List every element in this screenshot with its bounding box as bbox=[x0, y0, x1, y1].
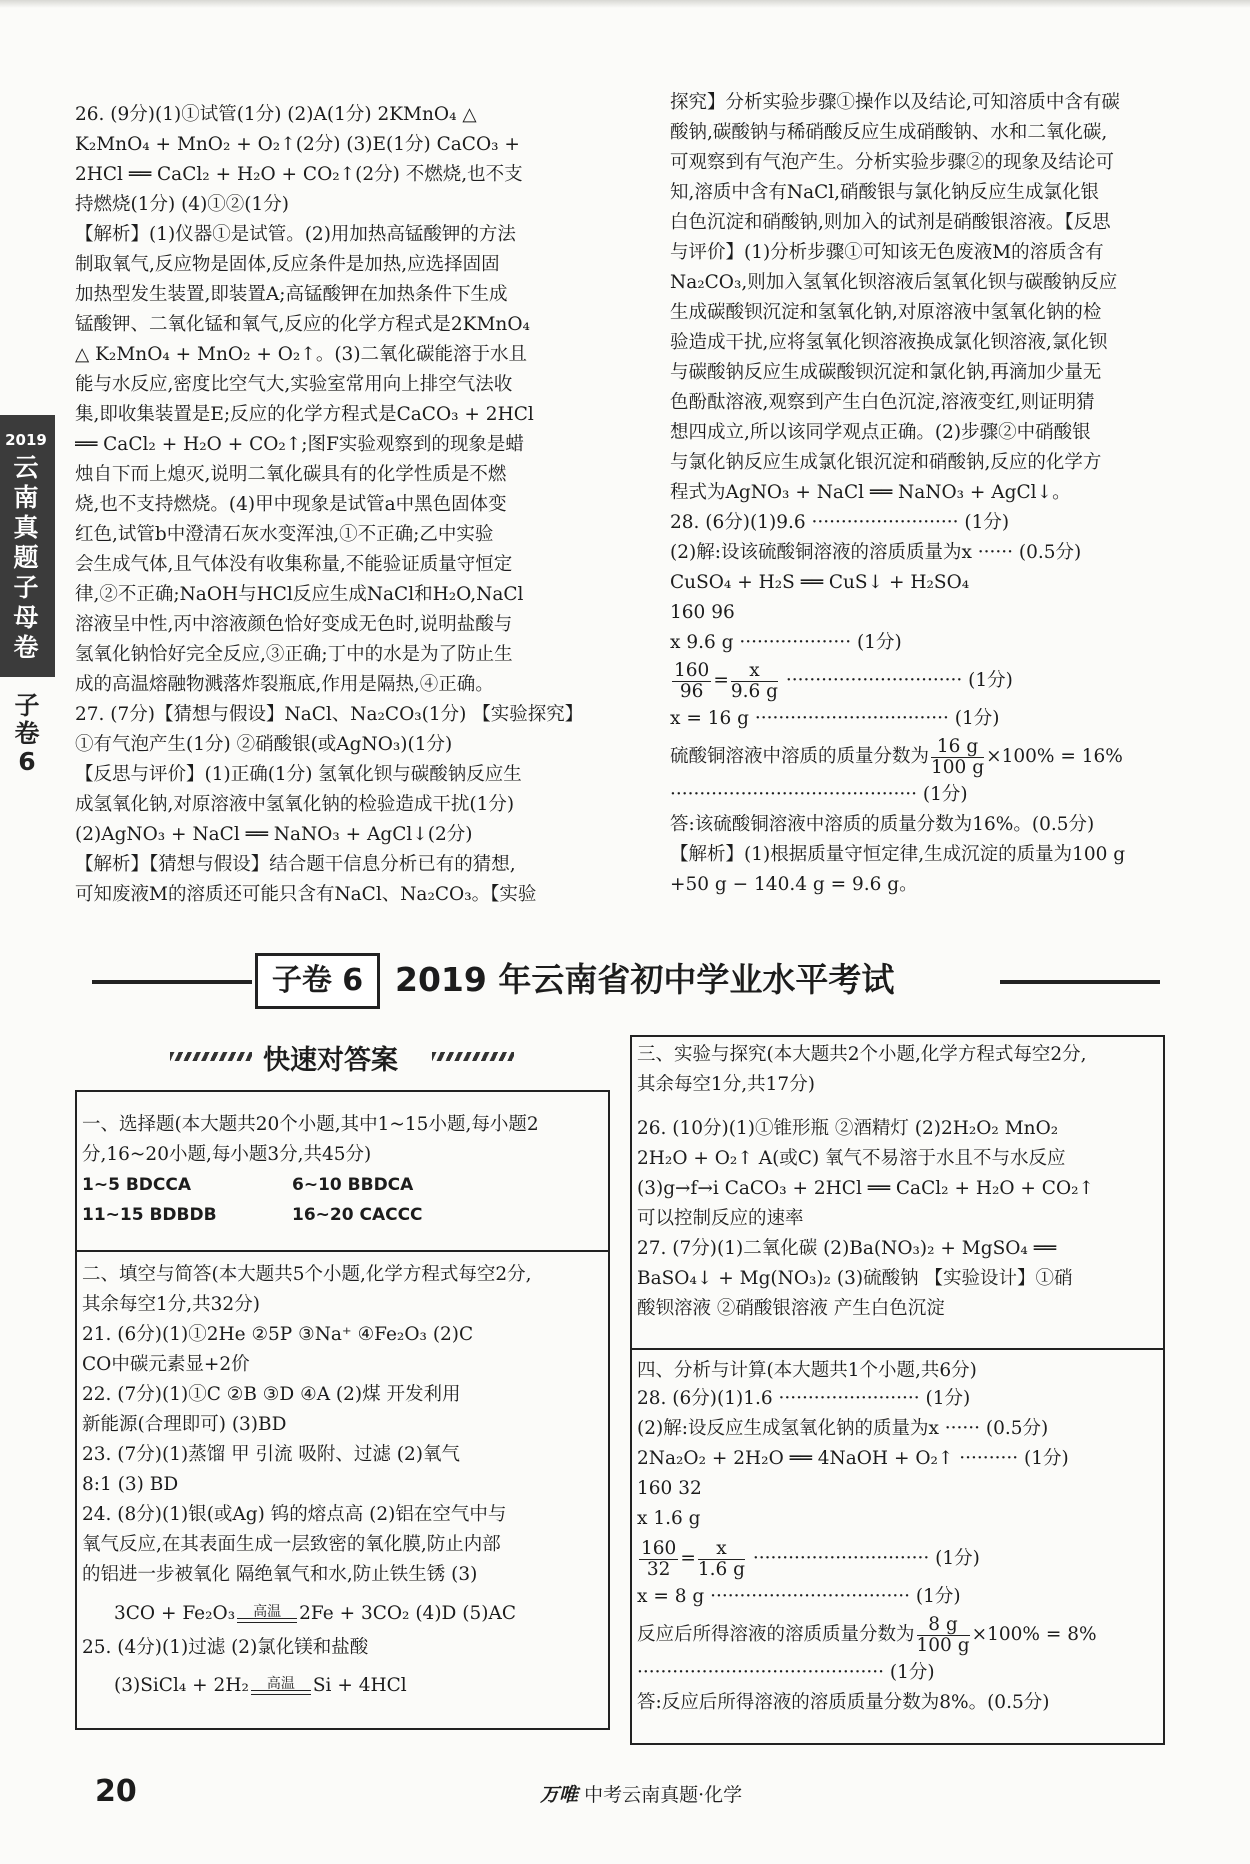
q28-calculation bbox=[670, 658, 1170, 900]
qa-left-line-9: 氧气反应,在其表面生成一层致密的氧化膜,防止内部 bbox=[82, 1534, 501, 1555]
right-line-13: 程式为AgNO₃ + NaCl ══ NaNO₃ + AgCl↓。 bbox=[670, 482, 1071, 503]
section-1-choices: 一、选择题(本大题共20个小题,其中1~15小题,每小题2 分,16~20小题,每小题3分,共45分) 1~5 BDCCA 6~10 BBDCA 11~15 BDBDB 16~20 CACCC bbox=[82, 1110, 607, 1230]
qa-calc-line-2: 2Na₂O₂ + 2H₂O ══ 4NaOH + O₂↑ ·········· (1分) bbox=[637, 1448, 1069, 1469]
section-3-lines bbox=[637, 1114, 1162, 1324]
q28-answer: 答:该硫酸铜溶液中溶质的质量分数为16%。(0.5分) bbox=[670, 814, 1095, 835]
right-line-7: 生成碳酸钡沉淀和氢氧化钠,对原溶液中氢氧化钠的检 bbox=[670, 302, 1102, 323]
right-line-4: 白色沉淀和硝酸钠,则加入的试剂是硝酸银溶液。【反思 bbox=[670, 212, 1111, 233]
section-2-fill bbox=[82, 1260, 607, 1590]
left-line-16: 律,②不正确;NaOH与HCl反应生成NaCl和H₂O,NaCl bbox=[75, 584, 524, 605]
q28b-proportion: $\frac{160}{32}$ = $\frac{x}{1.6 g}$ ······························ (1分) bbox=[641, 1537, 980, 1580]
left-answer-column bbox=[75, 100, 610, 910]
divider-right bbox=[630, 1348, 1165, 1350]
qa-left-line-6: 23. (7分)(1)蒸馏 甲 引流 吸附、过滤 (2)氧气 bbox=[82, 1444, 460, 1465]
left-line-4: 【解析】(1)仪器①是试管。(2)用加热高锰酸钾的方法 bbox=[75, 224, 516, 245]
stripes-right bbox=[432, 1052, 514, 1061]
left-line-1: K₂MnO₄ + MnO₂ + O₂↑(2分) (3)E(1分) CaCO₃ + bbox=[75, 134, 520, 155]
qa-calc-line-0: 28. (6分)(1)1.6 ························ (1分) bbox=[637, 1388, 971, 1409]
left-line-23: 成氢氧化钠,对原溶液中氢氧化钠的检验造成干扰(1分) bbox=[75, 794, 515, 815]
qa-left-line-3: CO中碳元素显+2价 bbox=[82, 1354, 250, 1375]
sidebar-sub: 子卷6 bbox=[14, 691, 40, 776]
left-line-11: ══ CaCl₂ + H₂O + CO₂↑;图F实验观察到的现象是蜡 bbox=[75, 434, 524, 455]
eq24: 3CO + Fe₂O₃ 高温 2Fe + 3CO₂ (4)D (5)AC bbox=[114, 1603, 516, 1624]
right-line-14: 28. (6分)(1)9.6 ························· (1分) bbox=[670, 512, 1010, 533]
q28-x: x = 16 g ································· (1分) bbox=[670, 708, 1000, 729]
right-line-8: 验造成干扰,应将氢氧化钡溶液换成氯化钡溶液,氯化钡 bbox=[670, 332, 1108, 353]
banner-title: 2019 年云南省初中学业水平考试 bbox=[395, 960, 895, 999]
right-answer-column bbox=[670, 88, 1170, 658]
sidebar-label bbox=[0, 415, 52, 677]
left-line-2: 2HCl ══ CaCl₂ + H₂O + CO₂↑(2分) 不燃烧,也不支 bbox=[75, 164, 523, 185]
qa-right-line-0: 26. (10分)(1)①锥形瓶 ②酒精灯 (2)2H₂O₂ MnO₂ bbox=[637, 1118, 1059, 1139]
right-line-9: 与碳酸钠反应生成碳酸钡沉淀和氯化钠,再滴加少量无 bbox=[670, 362, 1102, 383]
divider-left bbox=[75, 1250, 610, 1252]
left-line-9: 能与水反应,密度比空气大,实验室常用向上排空气法收 bbox=[75, 374, 513, 395]
right-line-5: 与评价】(1)分析步骤①可知该无色废液M的溶质含有 bbox=[670, 242, 1104, 263]
sidebar-title: 云南真题子母卷 bbox=[13, 453, 39, 662]
section-4-calc: 四、分析与计算(本大题共1个小题,共6分) bbox=[637, 1360, 977, 1381]
left-line-14: 红色,试管b中澄清石灰水变浑浊,①不正确;乙中实验 bbox=[75, 524, 494, 545]
left-line-18: 氢氧化钠恰好完全反应,③正确;丁中的水是为了防止生 bbox=[75, 644, 513, 665]
left-line-3: 持燃烧(1分) (4)①②(1分) bbox=[75, 194, 289, 215]
right-line-10: 色酚酞溶液,观察到产生白色沉淀,溶液变红,则证明猜 bbox=[670, 392, 1095, 413]
qa-left-line-0: 二、填空与简答(本大题共5个小题,化学方程式每空2分, bbox=[82, 1264, 532, 1285]
section-4-result: $\frac{160}{32}$ = $\frac{x}{1.6 g}$ ······························ (1分) x = 8 g ·································· (1分) 反应后所得溶液的溶质质量分数为 $\frac{8 g}{100 g}$ ×100% = 8% ·········································· (1分) 答:反应后所得溶液的溶质质量分数为8%。(0.5分) bbox=[637, 1536, 1162, 1718]
eq25: (3)SiCl₄ + 2H₂ 高温 Si + 4HCl bbox=[114, 1675, 407, 1696]
qa-left-line-1: 其余每空1分,共32分) bbox=[82, 1294, 260, 1315]
q28-percent: 硫酸铜溶液中溶质的质量分数为 $\frac{16 g}{100 g}$ ×100% = 16% bbox=[670, 735, 1123, 778]
answer-row-2: 11~15 BDBDB 16~20 CACCC bbox=[82, 1205, 423, 1225]
left-line-0: 26. (9分)(1)①试管(1分) (2)A(1分) 2KMnO₄ △ bbox=[75, 104, 477, 125]
sidebar-bar bbox=[52, 415, 55, 677]
right-line-1: 酸钠,碳酸钠与稀硝酸反应生成硝酸钠、水和二氧化碳, bbox=[670, 122, 1108, 143]
quick-answer-title: 快速对答案 bbox=[263, 1045, 398, 1076]
left-line-21: ①有气泡产生(1分) ②硝酸银(或AgNO₃)(1分) bbox=[75, 734, 453, 755]
qa-left-line-4: 22. (7分)(1)①C ②B ③D ④A (2)煤 开发利用 bbox=[82, 1384, 461, 1405]
q28-frac-a: $\frac{160}{96}$ bbox=[674, 659, 710, 702]
left-line-26: 可知废液M的溶质还可能只含有NaCl、Na₂CO₃。【实验 bbox=[75, 884, 537, 905]
left-line-8: △ K₂MnO₄ + MnO₂ + O₂↑。(3)二氧化碳能溶于水且 bbox=[75, 344, 528, 365]
sidebar-year: 2019 bbox=[5, 431, 47, 449]
qa-left-line-10: 的铝进一步被氧化 隔绝氧气和水,防止铁生锈 (3) bbox=[82, 1564, 478, 1585]
left-line-6: 加热型发生装置,即装置A;高锰酸钾在加热条件下生成 bbox=[75, 284, 508, 305]
q28b-percent: 反应后所得溶液的溶质质量分数为 $\frac{8 g}{100 g}$ ×100% = 8% bbox=[637, 1613, 1097, 1656]
section-3-experiment: 三、实验与探究(本大题共2个小题,化学方程式每空2分, 其余每空1分,共17分) bbox=[637, 1044, 1087, 1095]
right-line-6: Na₂CO₃,则加入氢氧化钡溶液后氢氧化钡与碳酸钠反应 bbox=[670, 272, 1118, 293]
section-4-lines bbox=[637, 1384, 1162, 1534]
left-line-15: 会生成气体,且气体没有收集称量,不能验证质量守恒定 bbox=[75, 554, 513, 575]
right-line-3: 知,溶质中含有NaCl,硝酸银与氯化钠反应生成氯化银 bbox=[670, 182, 1100, 203]
left-line-13: 烧,也不支持燃烧。(4)甲中现象是试管a中黑色固体变 bbox=[75, 494, 507, 515]
answer-row-1: 1~5 BDCCA 6~10 BBDCA bbox=[82, 1175, 414, 1195]
qa-calc-line-4: x 1.6 g bbox=[637, 1508, 701, 1529]
right-line-12: 与氯化钠反应生成氯化银沉淀和硝酸钠,反应的化学方 bbox=[670, 452, 1102, 473]
left-line-12: 烛自下而上熄灭,说明二氧化碳具有的化学性质是不燃 bbox=[75, 464, 507, 485]
qa-right-line-3: 可以控制反应的速率 bbox=[637, 1208, 804, 1229]
banner-rule-left bbox=[92, 980, 252, 984]
qa-calc-line-1: (2)解:设反应生成氢氧化钠的质量为x ······ (0.5分) bbox=[637, 1418, 1049, 1439]
stripes-left bbox=[170, 1052, 252, 1061]
q28-proportion: $\frac{160}{96}$ = $\frac{x}{9.6 g}$ ······························ (1分) bbox=[674, 659, 1013, 702]
right-line-2: 可观察到有气泡产生。分析实验步骤②的现象及结论可 bbox=[670, 152, 1115, 173]
left-line-5: 制取氧气,反应物是固体,反应条件是加热,应选择固固 bbox=[75, 254, 500, 275]
qa-left-line-2: 21. (6分)(1)①2He ②5P ③Na⁺ ④Fe₂O₃ (2)C bbox=[82, 1324, 474, 1345]
left-line-20: 27. (7分)【猜想与假设】NaCl、Na₂CO₃(1分) 【实验探究】 bbox=[75, 704, 584, 725]
right-line-17: 160 96 bbox=[670, 602, 735, 623]
right-line-15: (2)解:设该硫酸铜溶液的溶质质量为x ······ (0.5分) bbox=[670, 542, 1082, 563]
qa-right-line-2: (3)g→f→i CaCO₃ + 2HCl ══ CaCl₂ + H₂O + CO₂↑ bbox=[637, 1178, 1095, 1199]
section-2-equations: 3CO + Fe₂O₃ 高温 2Fe + 3CO₂ (4)D (5)AC 25. (4分)(1)过滤 (2)氯化镁和盐酸 (3)SiCl₄ + 2H₂ 高温 Si + 4HCl bbox=[82, 1590, 607, 1704]
qa-calc-line-3: 160 32 bbox=[637, 1478, 702, 1499]
right-line-11: 想四成立,所以该同学观点正确。(2)步骤②中硝酸银 bbox=[670, 422, 1091, 443]
left-line-22: 【反思与评价】(1)正确(1分) 氢氧化钡与碳酸钠反应生 bbox=[75, 764, 522, 785]
qa-right-line-6: 酸钡溶液 ②硝酸银溶液 产生白色沉淀 bbox=[637, 1298, 945, 1319]
q28-jiexi-2: +50 g − 140.4 g = 9.6 g。 bbox=[670, 874, 918, 895]
footer-brand: 万唯 中考云南真题·化学 bbox=[540, 1784, 743, 1806]
left-line-17: 溶液呈中性,丙中溶液颜色恰好变成无色时,说明盐酸与 bbox=[75, 614, 513, 635]
left-line-25: 【解析】【猜想与假设】结合题干信息分析已有的猜想, bbox=[75, 854, 516, 875]
left-line-7: 锰酸钾、二氧化锰和氧气,反应的化学方程式是2KMnO₄ bbox=[75, 314, 530, 335]
q28-dots: ·········································· (1分) bbox=[670, 784, 968, 805]
left-line-19: 成的高温熔融物溅落炸裂瓶底,作用是隔热,④正确。 bbox=[75, 674, 494, 695]
banner-rule-right bbox=[1000, 980, 1160, 984]
q28-jiexi-1: 【解析】(1)根据质量守恒定律,生成沉淀的质量为100 g bbox=[670, 844, 1126, 865]
right-line-16: CuSO₄ + H₂S ══ CuS↓ + H₂SO₄ bbox=[670, 572, 970, 593]
qa-right-line-5: BaSO₄↓ + Mg(NO₃)₂ (3)硫酸钠 【实验设计】①硝 bbox=[637, 1268, 1073, 1289]
qa-right-line-1: 2H₂O + O₂↑ A(或C) 氧气不易溶于水且不与水反应 bbox=[637, 1148, 1066, 1169]
left-line-24: (2)AgNO₃ + NaCl ══ NaNO₃ + AgCl↓(2分) bbox=[75, 824, 473, 845]
qa-right-line-4: 27. (7分)(1)二氧化碳 (2)Ba(NO₃)₂ + MgSO₄ ══ bbox=[637, 1238, 1057, 1259]
right-line-0: 探究】分析实验步骤①操作以及结论,可知溶质中含有碳 bbox=[670, 92, 1120, 113]
right-line-18: x 9.6 g ··················· (1分) bbox=[670, 632, 902, 653]
left-line-10: 集,即收集装置是E;反应的化学方程式是CaCO₃ + 2HCl bbox=[75, 404, 534, 425]
q28-frac-b: $\frac{x}{9.6 g}$ bbox=[730, 659, 778, 702]
qa-left-line-7: 8:1 (3) BD bbox=[82, 1474, 179, 1495]
qa-left-line-8: 24. (8分)(1)银(或Ag) 钨的熔点高 (2)铝在空气中与 bbox=[82, 1504, 507, 1525]
page-number: 20 bbox=[95, 1774, 137, 1809]
qa-left-line-5: 新能源(合理即可) (3)BD bbox=[82, 1414, 287, 1435]
top-shadow bbox=[0, 0, 1250, 8]
banner-box: 子卷 6 bbox=[255, 953, 380, 1009]
